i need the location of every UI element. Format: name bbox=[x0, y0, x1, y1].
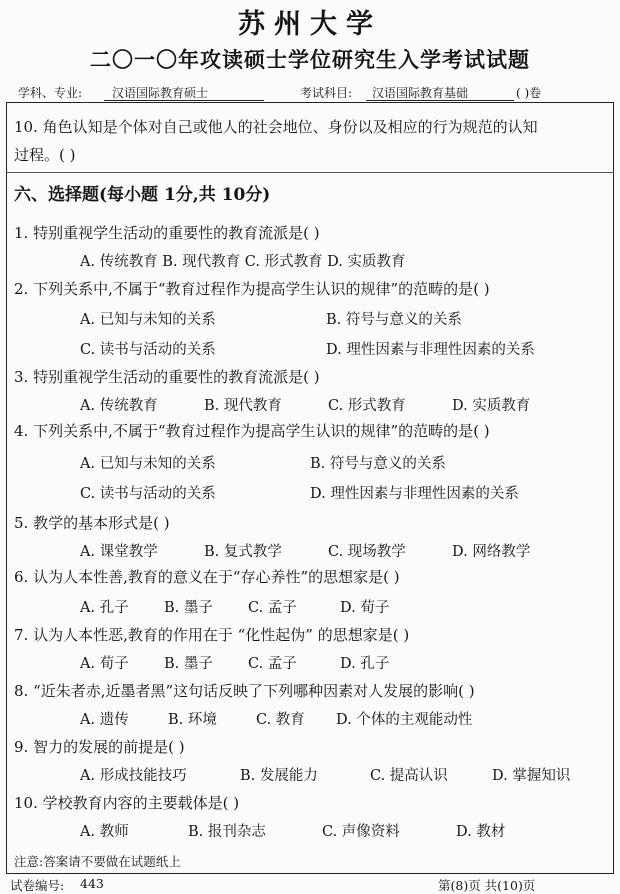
exam-subject-underline bbox=[366, 100, 514, 101]
option: A. 传统教育 bbox=[80, 398, 158, 414]
question-stem: 2. 下列关系中,不属于“教育过程作为提高学生认识的规律”的范畴的是( ) bbox=[14, 280, 490, 298]
question-stem: 7. 认为人本性恶,教育的作用在于 “化性起伪” 的思想家是( ) bbox=[14, 626, 410, 644]
option: D. 实质教育 bbox=[452, 398, 531, 414]
paper-number: 443 bbox=[80, 876, 104, 891]
option: C. 孟子 bbox=[248, 600, 297, 616]
paper-number-label: 试卷编号: bbox=[10, 878, 65, 893]
option: B. 符号与意义的关系 bbox=[310, 456, 446, 472]
option: C. 教育 bbox=[256, 712, 305, 728]
question-stem: 9. 智力的发展的前提是( ) bbox=[14, 738, 185, 756]
option: A. 荀子 bbox=[80, 656, 129, 672]
question-stem: 6. 认为人本性善,教育的意义在于“存心养性”的思想家是( ) bbox=[14, 568, 400, 586]
option: A. 遗传 bbox=[80, 712, 129, 728]
option: D. 个体的主观能动性 bbox=[336, 712, 473, 728]
option: D. 孔子 bbox=[340, 656, 390, 672]
option: B. 符号与意义的关系 bbox=[326, 312, 462, 328]
question-stem: 1. 特别重视学生活动的重要性的教育流派是( ) bbox=[14, 224, 320, 242]
subject-major-value: 汉语国际教育硕士 bbox=[112, 86, 209, 100]
option-row: A. 传统教育 B. 现代教育 C. 形式教育 D. 实质教育 bbox=[80, 254, 406, 270]
divider bbox=[6, 172, 614, 173]
question-stem: 5. 教学的基本形式是( ) bbox=[14, 514, 170, 532]
subject-major-label: 学科、专业: bbox=[18, 86, 83, 100]
option: C. 孟子 bbox=[248, 656, 297, 672]
option: D. 荀子 bbox=[340, 600, 390, 616]
option: A. 已知与未知的关系 bbox=[80, 456, 216, 472]
question-stem: 4. 下列关系中,不属于“教育过程作为提高学生认识的规律”的范畴的是( ) bbox=[14, 422, 490, 440]
exam-subject-value: 汉语国际教育基础 bbox=[372, 86, 469, 100]
option: B. 现代教育 bbox=[204, 398, 282, 414]
tf-question-10-line2: 过程。( ) bbox=[14, 146, 76, 164]
subject-underline bbox=[104, 100, 264, 101]
option: A. 已知与未知的关系 bbox=[80, 312, 216, 328]
option: C. 读书与活动的关系 bbox=[80, 342, 216, 358]
question-stem: 3. 特别重视学生活动的重要性的教育流派是( ) bbox=[14, 368, 320, 386]
tf-question-10-line1: 10. 角色认知是个体对自己或他人的社会地位、身份以及相应的行为规范的认知 bbox=[14, 118, 538, 136]
option: C. 提高认识 bbox=[370, 768, 448, 784]
option: C. 读书与活动的关系 bbox=[80, 486, 216, 502]
exam-title: 二〇一〇年攻读硕士学位研究生入学考试试题 bbox=[90, 47, 530, 72]
option: B. 墨子 bbox=[164, 600, 213, 616]
option: A. 形成技能技巧 bbox=[80, 768, 187, 784]
option: D. 掌握知识 bbox=[492, 768, 571, 784]
option: B. 墨子 bbox=[164, 656, 213, 672]
option: D. 理性因素与非理性因素的关系 bbox=[310, 486, 519, 502]
answer-note: 注意:答案请不要做在试题纸上 bbox=[14, 854, 181, 869]
exam-subject-label: 考试科目: bbox=[300, 86, 353, 100]
option: B. 环境 bbox=[168, 712, 217, 728]
option: A. 教师 bbox=[80, 824, 129, 840]
option: C. 形式教育 bbox=[328, 398, 406, 414]
option: A. 课堂教学 bbox=[80, 544, 158, 560]
section-heading: 六、选择题(每小题 1分,共 10分) bbox=[14, 185, 271, 205]
option: B. 报刊杂志 bbox=[188, 824, 266, 840]
option: C. 声像资料 bbox=[322, 824, 400, 840]
option: B. 发展能力 bbox=[240, 768, 318, 784]
option: B. 复式教学 bbox=[204, 544, 282, 560]
option: D. 网络教学 bbox=[452, 544, 531, 560]
page-info: 第(8)页 共(10)页 bbox=[438, 878, 536, 893]
option: C. 现场教学 bbox=[328, 544, 406, 560]
option: D. 教材 bbox=[456, 824, 506, 840]
question-stem: 8. “近朱者赤,近墨者黑”这句话反映了下列哪种因素对人发展的影响( ) bbox=[14, 682, 475, 700]
option: D. 理性因素与非理性因素的关系 bbox=[326, 342, 535, 358]
question-stem: 10. 学校教育内容的主要载体是( ) bbox=[14, 794, 240, 812]
university-title: 苏州大学 bbox=[238, 9, 382, 40]
option: A. 孔子 bbox=[80, 600, 129, 616]
paper-suffix: ( )卷 bbox=[516, 86, 542, 100]
